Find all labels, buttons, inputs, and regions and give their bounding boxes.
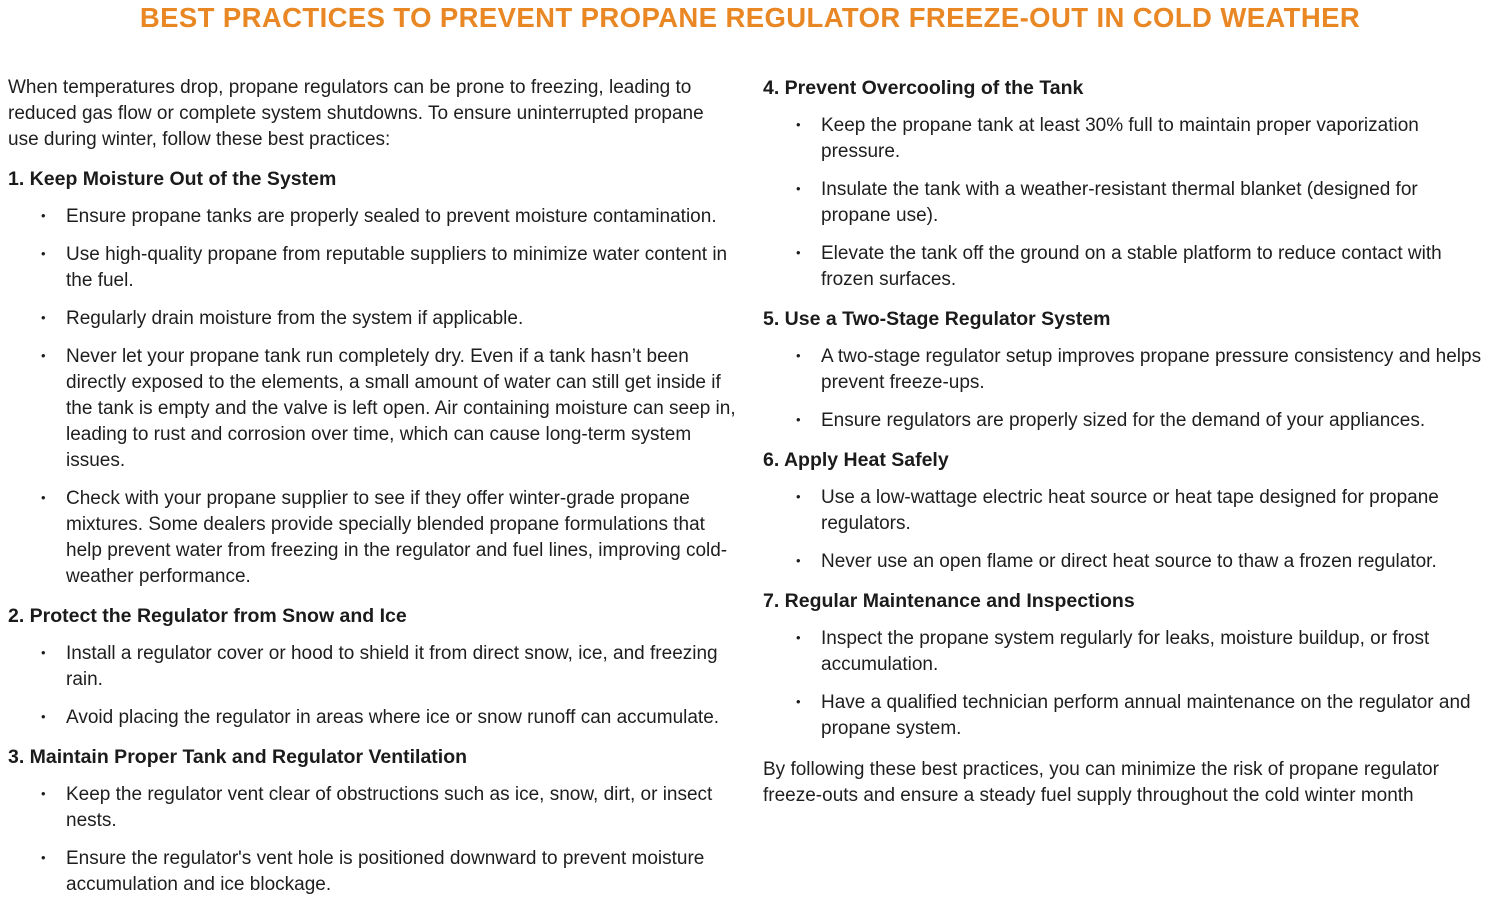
bullet-dot-icon: •: [41, 850, 46, 865]
bullet-text: Have a qualified technician perform annual maintenance on the regulator and propane system.: [821, 692, 1471, 739]
bullet-item: [763, 241, 1492, 293]
bullet-dot-icon: •: [796, 630, 801, 645]
bullet-item: [8, 344, 737, 474]
bullet-dot-icon: •: [41, 490, 46, 505]
left-column: [8, 75, 737, 898]
bullet-text: Ensure the regulator's vent hole is positioned downward to prevent moisture accumulation and ice blockage.: [66, 848, 705, 895]
bullet-dot-icon: •: [796, 553, 801, 568]
bullet-text: Ensure propane tanks are properly sealed to prevent moisture contamination.: [66, 206, 717, 227]
bullet-dot-icon: •: [41, 310, 46, 325]
bullet-text: Regularly drain moisture from the system if applicable.: [66, 308, 524, 329]
bullet-text: Inspect the propane system regularly for leaks, moisture buildup, or frost accumulation.: [821, 628, 1430, 675]
bullet-text: Elevate the tank off the ground on a stable platform to reduce contact with frozen surfaces.: [821, 243, 1442, 290]
bullet-text: Use high-quality propane from reputable suppliers to minimize water content in the fuel.: [66, 244, 728, 291]
bullet-item: [8, 242, 737, 294]
section-heading: 6. Apply Heat Safely: [763, 449, 949, 471]
bullet-item: [8, 782, 737, 834]
bullet-item: [763, 113, 1492, 165]
bullet-text: Insulate the tank with a weather-resistant thermal blanket (designed for propane use).: [821, 179, 1418, 226]
bullet-item: [8, 641, 737, 693]
columns-container: [0, 75, 1500, 898]
section-heading: 5. Use a Two-Stage Regulator System: [763, 308, 1111, 330]
bullet-dot-icon: •: [41, 786, 46, 801]
section-heading: 2. Protect the Regulator from Snow and Ice: [8, 605, 407, 627]
bullet-item: [8, 705, 737, 731]
bullet-dot-icon: •: [796, 348, 801, 363]
bullet-item: [763, 626, 1492, 678]
bullet-item: [763, 485, 1492, 537]
bullet-dot-icon: •: [41, 208, 46, 223]
page-title: BEST PRACTICES TO PREVENT PROPANE REGULATOR FREEZE-OUT IN COLD WEATHER: [139, 2, 1361, 33]
bullet-item: [763, 344, 1492, 396]
bullet-dot-icon: •: [796, 117, 801, 132]
bullet-item: [8, 204, 737, 230]
document-page: [0, 2, 1500, 895]
bullet-item: [763, 690, 1492, 742]
bullet-text: Install a regulator cover or hood to shield it from direct snow, ice, and freezing rain.: [66, 643, 718, 690]
bullet-text: Avoid placing the regulator in areas where ice or snow runoff can accumulate.: [66, 707, 720, 728]
bullet-item: [8, 306, 737, 332]
bullet-item: [8, 486, 737, 590]
bullet-text: Ensure regulators are properly sized for the demand of your appliances.: [821, 410, 1426, 431]
section-heading: 4. Prevent Overcooling of the Tank: [763, 77, 1084, 99]
body-paragraph: When temperatures drop, propane regulators can be prone to freezing, leading to reduced gas flow or complete system shutdowns. To ensure uninterrupted propane use during winter, follow these best practices:: [8, 77, 704, 150]
right-column: [763, 75, 1492, 898]
bullet-dot-icon: •: [41, 645, 46, 660]
bullet-dot-icon: •: [796, 694, 801, 709]
bullet-text: Keep the propane tank at least 30% full to maintain proper vaporization pressure.: [821, 115, 1419, 162]
bullet-dot-icon: •: [41, 348, 46, 363]
bullet-text: A two-stage regulator setup improves propane pressure consistency and helps prevent freeze-ups.: [821, 346, 1482, 393]
bullet-dot-icon: •: [796, 412, 801, 427]
section-heading: 7. Regular Maintenance and Inspections: [763, 590, 1135, 612]
bullet-dot-icon: •: [41, 246, 46, 261]
bullet-dot-icon: •: [796, 489, 801, 504]
bullet-dot-icon: •: [796, 181, 801, 196]
bullet-text: Never let your propane tank run completely dry. Even if a tank hasn’t been directly exposed to the elements, a small amount of water can still get inside if the tank is empty and the valve is left open. Air containing moisture can seep in, leading to rust and corrosion over time, which can cause long-term system issues.: [66, 346, 736, 471]
bullet-item: [763, 408, 1492, 434]
bullet-item: [763, 549, 1492, 575]
section-heading: 1. Keep Moisture Out of the System: [8, 168, 337, 190]
section-heading: 3. Maintain Proper Tank and Regulator Ventilation: [8, 746, 468, 768]
bullet-item: [8, 846, 737, 898]
bullet-text: Check with your propane supplier to see if they offer winter-grade propane mixtures. Some dealers provide specially blended propane formulations that help prevent water from freezing in the regulator and fuel lines, improving cold-weather performance.: [66, 488, 728, 587]
body-paragraph: By following these best practices, you can minimize the risk of propane regulator freeze-outs and ensure a steady fuel supply throughout the cold winter month: [763, 759, 1439, 806]
bullet-dot-icon: •: [796, 245, 801, 260]
bullet-item: [763, 177, 1492, 229]
bullet-text: Keep the regulator vent clear of obstructions such as ice, snow, dirt, or insect nests.: [66, 784, 713, 831]
bullet-text: Never use an open flame or direct heat source to thaw a frozen regulator.: [821, 551, 1437, 572]
bullet-text: Use a low-wattage electric heat source or heat tape designed for propane regulators.: [821, 487, 1439, 534]
bullet-dot-icon: •: [41, 709, 46, 724]
